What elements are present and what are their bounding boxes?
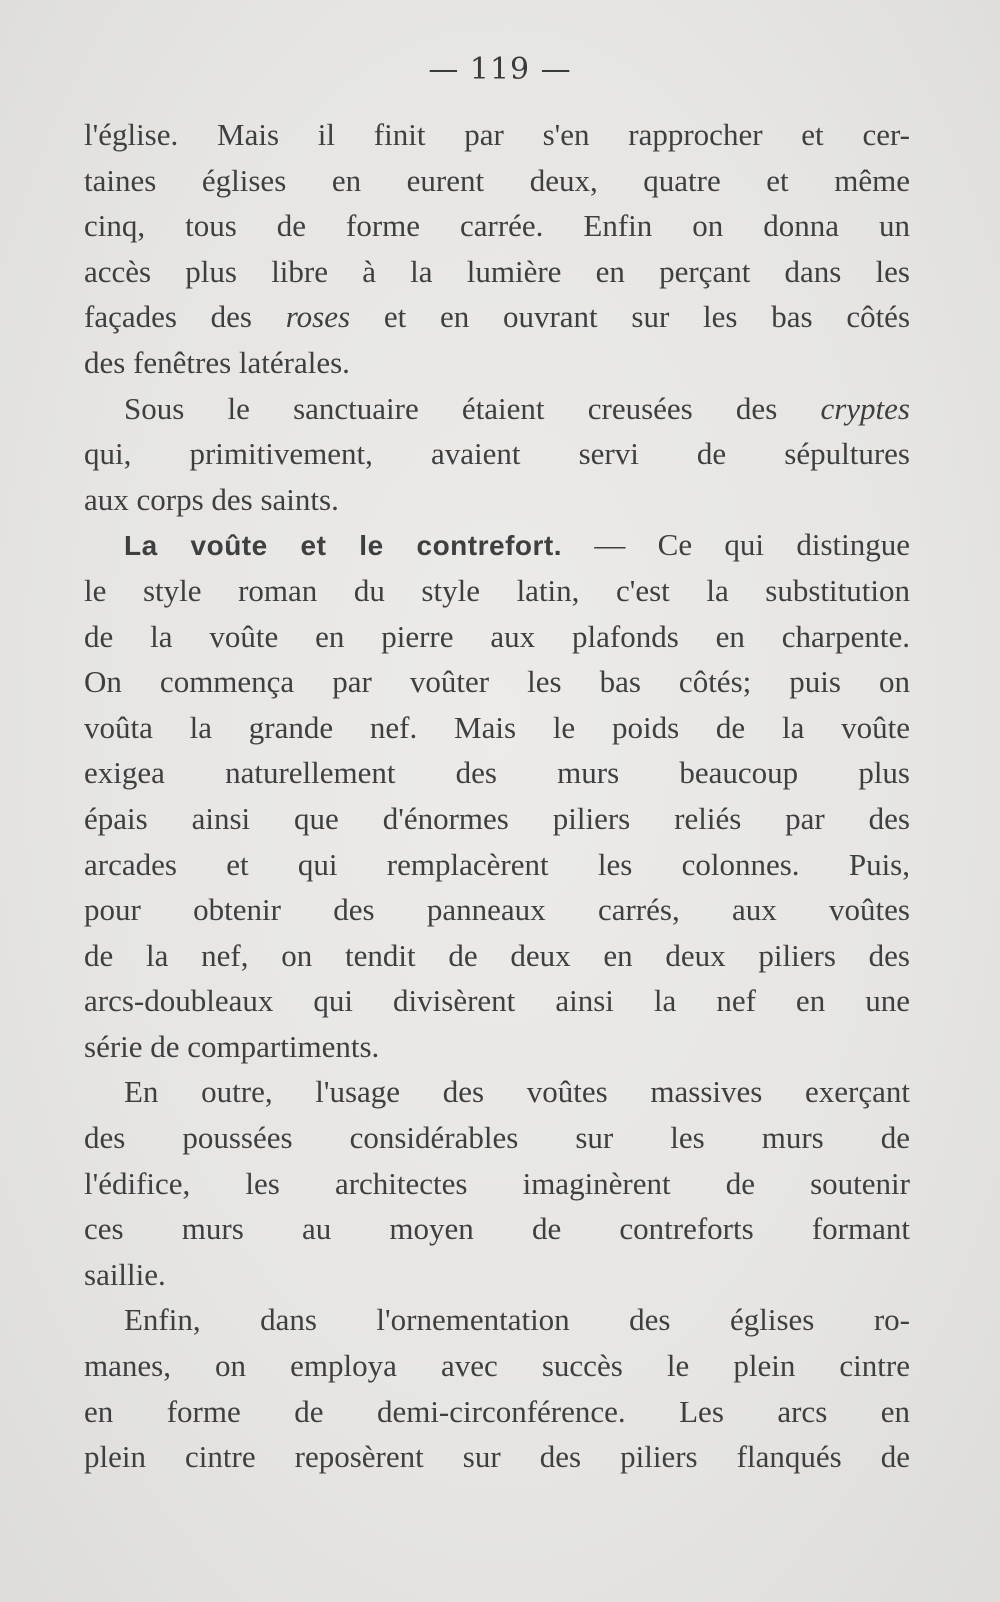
text-line: aux corps des saints.: [84, 481, 339, 517]
text-line: voûta la grande nef. Mais le poids de la voûte: [84, 709, 910, 745]
text-line: qui, primitivement, avaient servi de sépultures: [84, 436, 910, 472]
text-line: taines églises en eurent deux, quatre et même: [84, 162, 910, 198]
section-heading: La voûte et le contrefort.: [124, 530, 562, 562]
text-line: plein cintre reposèrent sur des piliers flanqués de: [84, 1439, 910, 1475]
text-line: épais ainsi que d'énormes piliers reliés par des: [84, 800, 910, 836]
text-line: accès plus libre à la lumière en perçant dans les: [84, 253, 910, 289]
text-span: façades des: [84, 299, 286, 335]
text-line: [84, 522, 910, 568]
text-span: Sous le sanctuaire étaient creusées des: [124, 390, 821, 426]
text-span: et en ouvrant sur les bas côtés: [350, 299, 911, 335]
text-line: cinq, tous de forme carrée. Enfin on donna un: [84, 208, 910, 244]
text-line: de la nef, on tendit de deux en deux piliers des: [84, 937, 910, 973]
text-line: Enfin, dans l'ornementation des églises ro-: [124, 1302, 910, 1338]
body-text: [84, 112, 910, 1480]
text-line: l'édifice, les architectes imaginèrent de soutenir: [84, 1165, 910, 1201]
text-line: arcs-doubleaux qui divisèrent ainsi la nef en une: [84, 983, 910, 1019]
text-line: saillie.: [84, 1256, 166, 1292]
page-number: — 119 —: [428, 52, 572, 87]
text-line: en forme de demi-circonférence. Les arcs en: [84, 1393, 910, 1429]
text-span: — Ce qui distingue: [562, 527, 910, 563]
italic-term-cryptes: cryptes: [820, 390, 910, 426]
text-line: l'église. Mais il finit par s'en rapprocher et cer-: [84, 117, 910, 152]
text-line: On commença par voûter les bas côtés; puis on: [84, 664, 910, 700]
text-line: En outre, l'usage des voûtes massives exerçant: [124, 1074, 910, 1110]
text-line: des poussées considérables sur les murs de: [84, 1120, 910, 1156]
italic-term-roses: roses: [285, 299, 351, 335]
text-line: manes, on employa avec succès le plein cintre: [84, 1348, 910, 1384]
text-line: série de compartiments.: [84, 1028, 380, 1064]
text-line: exigea naturellement des murs beaucoup plus: [84, 755, 910, 791]
text-line: des fenêtres latérales.: [84, 344, 350, 380]
text-line: [84, 294, 910, 340]
text-line: pour obtenir des panneaux carrés, aux voûtes: [84, 892, 910, 928]
text-line: ces murs au moyen de contreforts formant: [84, 1211, 910, 1247]
text-line: de la voûte en pierre aux plafonds en charpente.: [84, 618, 910, 654]
text-line: [84, 386, 910, 432]
text-line: le style roman du style latin, c'est la substitution: [84, 572, 910, 608]
text-line: arcades et qui remplacèrent les colonnes. Puis,: [84, 846, 910, 882]
